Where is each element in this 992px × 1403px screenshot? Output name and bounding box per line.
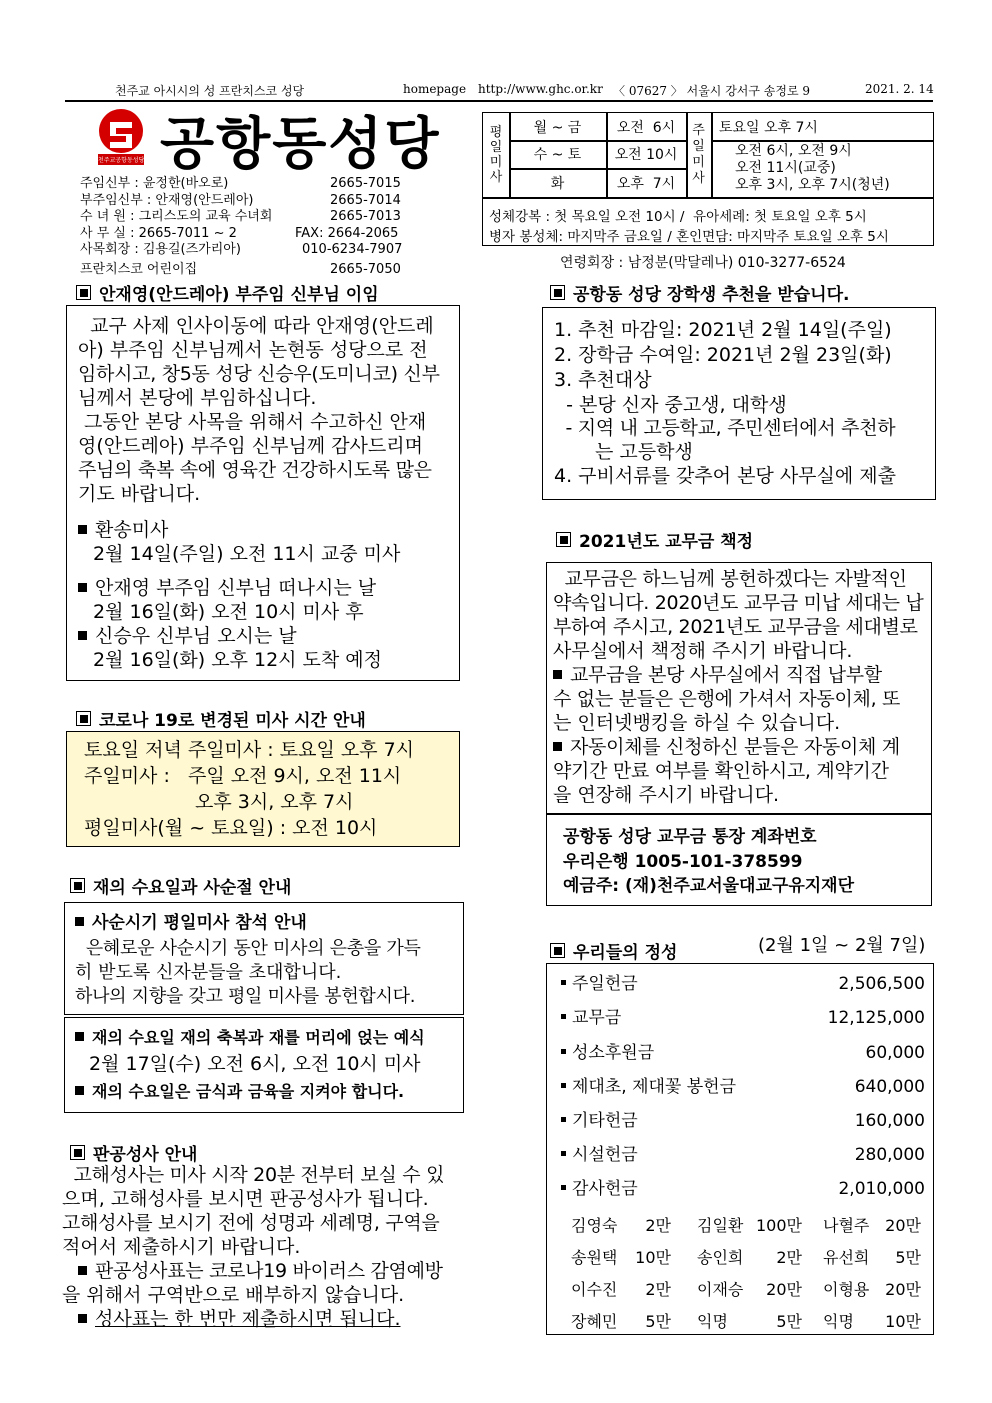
section-heading: 2021년도 교무금 책정 (556, 527, 753, 552)
offering-amount: 12,125,000 (827, 1008, 925, 1028)
donor-amount: 5만 (776, 1312, 802, 1331)
bullet-square-icon (78, 1266, 87, 1275)
donor-amount: 2만 (645, 1280, 671, 1299)
bullet-item: 자동이체를 신청하신 분들은 자동이체 계 (553, 735, 900, 759)
confession-text: 고해성사를 보시기 전에 성명과 세례명, 구역을 (62, 1212, 440, 1234)
notice-box-ash-wednesday: 재의 수요일 재의 축복과 재를 머리에 얹는 예식 2월 17일(수) 오전 6시, 오전 10시 미사 재의 수요일은 금식과 금육을 지켜야 합니다. (64, 1017, 464, 1113)
bullet-item: 성사표는 한 번만 제출하시면 됩니다. (78, 1307, 401, 1331)
filled-square-icon (76, 711, 91, 726)
donor-amount: 20만 (885, 1280, 921, 1299)
bullet-square-icon (553, 742, 562, 751)
donor-amount: 20만 (885, 1216, 921, 1235)
donor-name: 김영숙 (571, 1216, 618, 1235)
donor-name: 이수진 (571, 1280, 618, 1299)
staff-row: 프란치스코 어린이집 2665-7050 (80, 261, 401, 277)
donor-amount: 2만 (645, 1216, 671, 1235)
offerings-box (546, 963, 934, 1335)
section-heading: 코로나 19로 변경된 미사 시간 안내 (76, 706, 366, 731)
offering-item: 주일헌금 (561, 972, 638, 996)
bullet-square-icon (75, 1032, 84, 1041)
donor-name: 송원택 (571, 1248, 618, 1267)
bullet-item: 안재영 부주임 신부님 떠나시는 날 (78, 576, 376, 600)
bullet-item: 재의 수요일 재의 축복과 재를 머리에 얹는 예식 (75, 1026, 425, 1050)
bullet-square-icon (561, 1049, 566, 1054)
staff-list (80, 176, 410, 278)
donor-name: 나혈주 (823, 1216, 870, 1235)
homepage-link[interactable]: http://www.ghc.or.kr (478, 82, 603, 96)
donor-name: 장혜민 (571, 1312, 618, 1331)
address: 〈 07627 〉 서울시 강서구 송정로 9 (613, 84, 811, 98)
filled-square-icon (550, 943, 565, 958)
weekday-days: 월 ~ 금 (533, 119, 582, 136)
donor-name: 김일환 (697, 1216, 744, 1235)
confession-text: 고해성사는 미사 시작 20분 전부터 보실 수 있 (62, 1164, 445, 1186)
staff-row: 주임신부 : 윤정한(바오로) 2665-7015 (80, 176, 401, 191)
bullet-square-icon (561, 1083, 566, 1088)
bullet-square-icon (561, 1151, 566, 1156)
bullet-square-icon (561, 980, 566, 985)
donor-amount: 2만 (776, 1248, 802, 1267)
offering-amount: 640,000 (854, 1077, 925, 1097)
offering-amount: 2,010,000 (838, 1179, 925, 1199)
account-title: 공항동 성당 교무금 통장 계좌번호 (563, 827, 817, 847)
bullet-item: 교무금을 본당 사무실에서 직접 납부할 (553, 663, 882, 687)
bullet-item: 신승우 신부님 오시는 날 (78, 624, 297, 648)
parish-logo (98, 108, 144, 166)
donor-amount: 100만 (756, 1216, 802, 1235)
funeral-association-contact: 연령회장 : 남정분(막달레나) 010-3277-6524 (560, 255, 846, 271)
account-number: 우리은행 1005-101-378599 (563, 852, 803, 872)
donor-name: 익명 (823, 1312, 854, 1331)
filled-square-icon (556, 532, 571, 547)
mass-note: 성체강복 : 첫 목요일 오전 10시 / 유아세례: 첫 토요일 오후 5시 (489, 209, 867, 225)
donor-name: 유선희 (823, 1248, 870, 1267)
offering-item: 성소후원금 (561, 1041, 654, 1065)
notice-box-mass-times: 토요일 저녁 주일미사 : 토요일 오후 7시 주일미사 : 주일 오전 9시, 오전 11시 오후 3시, 오후 7시 평일미사(월 ~ 토요일) : 오전 10시 (66, 731, 460, 847)
offering-item: 감사헌금 (561, 1177, 638, 1201)
section-heading: 안재영(안드레아) 부주임 신부님 이임 (76, 280, 379, 305)
offering-item: 제대초, 제대꽃 봉헌금 (561, 1075, 736, 1099)
offering-item: 시설헌금 (561, 1143, 638, 1167)
offering-amount: 2,506,500 (838, 974, 925, 994)
offering-item: 교무금 (561, 1006, 621, 1030)
sunday-mass-label: 주일미사 (692, 123, 705, 186)
weekday-time: 오후 7시 (616, 175, 676, 192)
bullet-square-icon (75, 917, 84, 926)
section-heading: 재의 수요일과 사순절 안내 (70, 873, 291, 898)
confession-text: 을 위해서 구역반으로 배부하지 않습니다. (62, 1284, 405, 1306)
donor-amount: 10만 (635, 1248, 671, 1267)
sunday-mass-times: 오전 6시, 오전 9시 오전 11시(교중) 오후 3시, 오후 7시(청년) (735, 143, 890, 193)
confession-text: 적어서 제출하시기 바랍니다. (62, 1236, 301, 1258)
bullet-item: 판공성사표는 코로나19 바이러스 감염예방 (78, 1259, 443, 1283)
weekday-days: 수 ~ 토 (533, 147, 582, 163)
logo-caption: 천주교공항동성당 (98, 157, 144, 164)
donor-name: 이형용 (823, 1280, 870, 1299)
mass-schedule-table (482, 112, 934, 246)
weekday-time: 오전 6시 (616, 119, 676, 136)
bullet-square-icon (75, 1086, 84, 1095)
section-heading: 판공성사 안내 (70, 1140, 197, 1165)
notice-box-priest-transfer: 교구 사제 인사이동에 따라 안재영(안드레 아) 부주임 신부님께서 논현동 성당으로 전 임하시고, 창5동 성당 신승우(도미니코) 신부 님께서 본당에 부임하십니다. 그동안 본당 사목을 위해서 수고하신 안재 영(안드레아) 부주임 신부님께 감사드리며 주님의 축복 속에 영육간 건강하시도록 많은 기도 바랍니다. 환송미사 2월 14일(주일) 오전 11시 교중 미사 안재영 부주임 신부님 떠나시는 날 2월 16일(화) 오전 10시 미사 후 신승우 신부님 오시는 날 2월 16일(화) 오후 12시 도착 예정 (66, 305, 460, 681)
weekday-days: 화 (550, 175, 565, 192)
bullet-square-icon (561, 1117, 566, 1122)
bullet-item: 재의 수요일은 금식과 금육을 지켜야 합니다. (75, 1080, 404, 1104)
staff-row: 수 녀 원 : 그리스도의 교육 수녀회 2665-7013 (80, 209, 401, 224)
bullet-square-icon (553, 670, 562, 679)
weekday-mass-label: 평일미사 (489, 125, 503, 185)
homepage-label: homepage (403, 82, 467, 96)
bullet-square-icon (561, 1185, 566, 1190)
donor-amount: 5만 (895, 1248, 921, 1267)
donor-amount: 5만 (645, 1312, 671, 1331)
filled-square-icon (76, 285, 91, 300)
notice-box-lent: 사순시기 평일미사 참석 안내 은혜로운 사순시기 동안 미사의 은총을 가득 히 받도록 신자분들을 초대합니다. 하나의 지향을 갖고 평일 미사를 봉헌합시다. (64, 902, 464, 1015)
bullet-square-icon (78, 631, 87, 640)
bullet-square-icon (78, 525, 87, 534)
bullet-item: 환송미사 (78, 518, 168, 542)
donor-name: 익명 (697, 1312, 728, 1331)
section-heading: 우리들의 정성 (550, 938, 677, 963)
notice-box-dues: 교무금은 하느님께 봉헌하겠다는 자발적인 약속입니다. 2020년도 교무금 미납 세대는 납 부하여 주시고, 2021년도 교무금을 세대별로 사무실에서 책정해 주시기 바랍니다. 교무금을 본당 사무실에서 직접 납부할 수 없는 분들은 은행에 가셔서 자동이체, 또 는 인터넷뱅킹을 하실 수 있습니다. 자동이체를 신청하신 분들은 자동이체 계 약기간 만료 여부를 확인하시고, 계약기간 을 연장해 주시기 바랍니다. (546, 562, 932, 814)
weekday-time: 오전 10시 (614, 147, 678, 163)
bullet-square-icon (78, 583, 87, 592)
donor-name: 송인희 (697, 1248, 744, 1267)
filled-square-icon (70, 1145, 85, 1160)
offering-period: (2월 1일 ~ 2월 7일) (758, 935, 926, 956)
donor-name: 이재승 (697, 1280, 744, 1299)
bank-account-box (546, 814, 932, 906)
staff-row: 부주임신부 : 안재영(안드레아) 2665-7014 (80, 192, 401, 208)
offering-amount: 160,000 (854, 1111, 925, 1131)
header-line (65, 80, 933, 102)
issue-date: 2021. 2. 14 (865, 82, 934, 96)
sunday-mass-time: 토요일 오후 7시 (719, 119, 818, 136)
notice-box-scholarship: 1. 추천 마감일: 2021년 2월 14일(주일) 2. 장학금 수여일: 2021년 2월 23일(화) 3. 추천대상 - 본당 신자 중고생, 대학생 - 지역 내 고등학교, 주민센터에서 추천하 는 고등학생 4. 구비서류를 갖추어 본당 사무실에 제출 (542, 307, 936, 500)
offering-item: 기타헌금 (561, 1109, 638, 1133)
offering-amount: 60,000 (865, 1043, 925, 1063)
bullet-item: 사순시기 평일미사 참석 안내 (75, 911, 307, 935)
filled-square-icon (550, 285, 565, 300)
offering-amount: 280,000 (854, 1145, 925, 1165)
filled-square-icon (70, 878, 85, 893)
parish-name: 천주교 아시시의 성 프란치스코 성당 (115, 84, 305, 98)
page-title: 공항동성당 (160, 112, 441, 177)
confession-text: 으며, 고해성사를 보시면 판공성사가 됩니다. (62, 1188, 429, 1210)
staff-row: 사 무 실 : 2665-7011 ~ 2 FAX: 2664-2065 (80, 225, 399, 241)
mass-note: 병자 봉성체: 마지막주 금요일 / 혼인면담: 마지막주 토요일 오후 5시 (489, 229, 889, 245)
section-heading: 공항동 성당 장학생 추천을 받습니다. (550, 280, 849, 305)
donor-amount: 10만 (885, 1312, 921, 1331)
donor-amount: 20만 (766, 1280, 802, 1299)
bullet-square-icon (78, 1314, 87, 1323)
bullet-square-icon (561, 1014, 566, 1019)
account-holder: 예금주: (재)천주교서울대교구유지재단 (563, 876, 855, 896)
staff-row: 사목회장 : 김용길(즈가리아) 010-6234-7907 (80, 242, 403, 257)
